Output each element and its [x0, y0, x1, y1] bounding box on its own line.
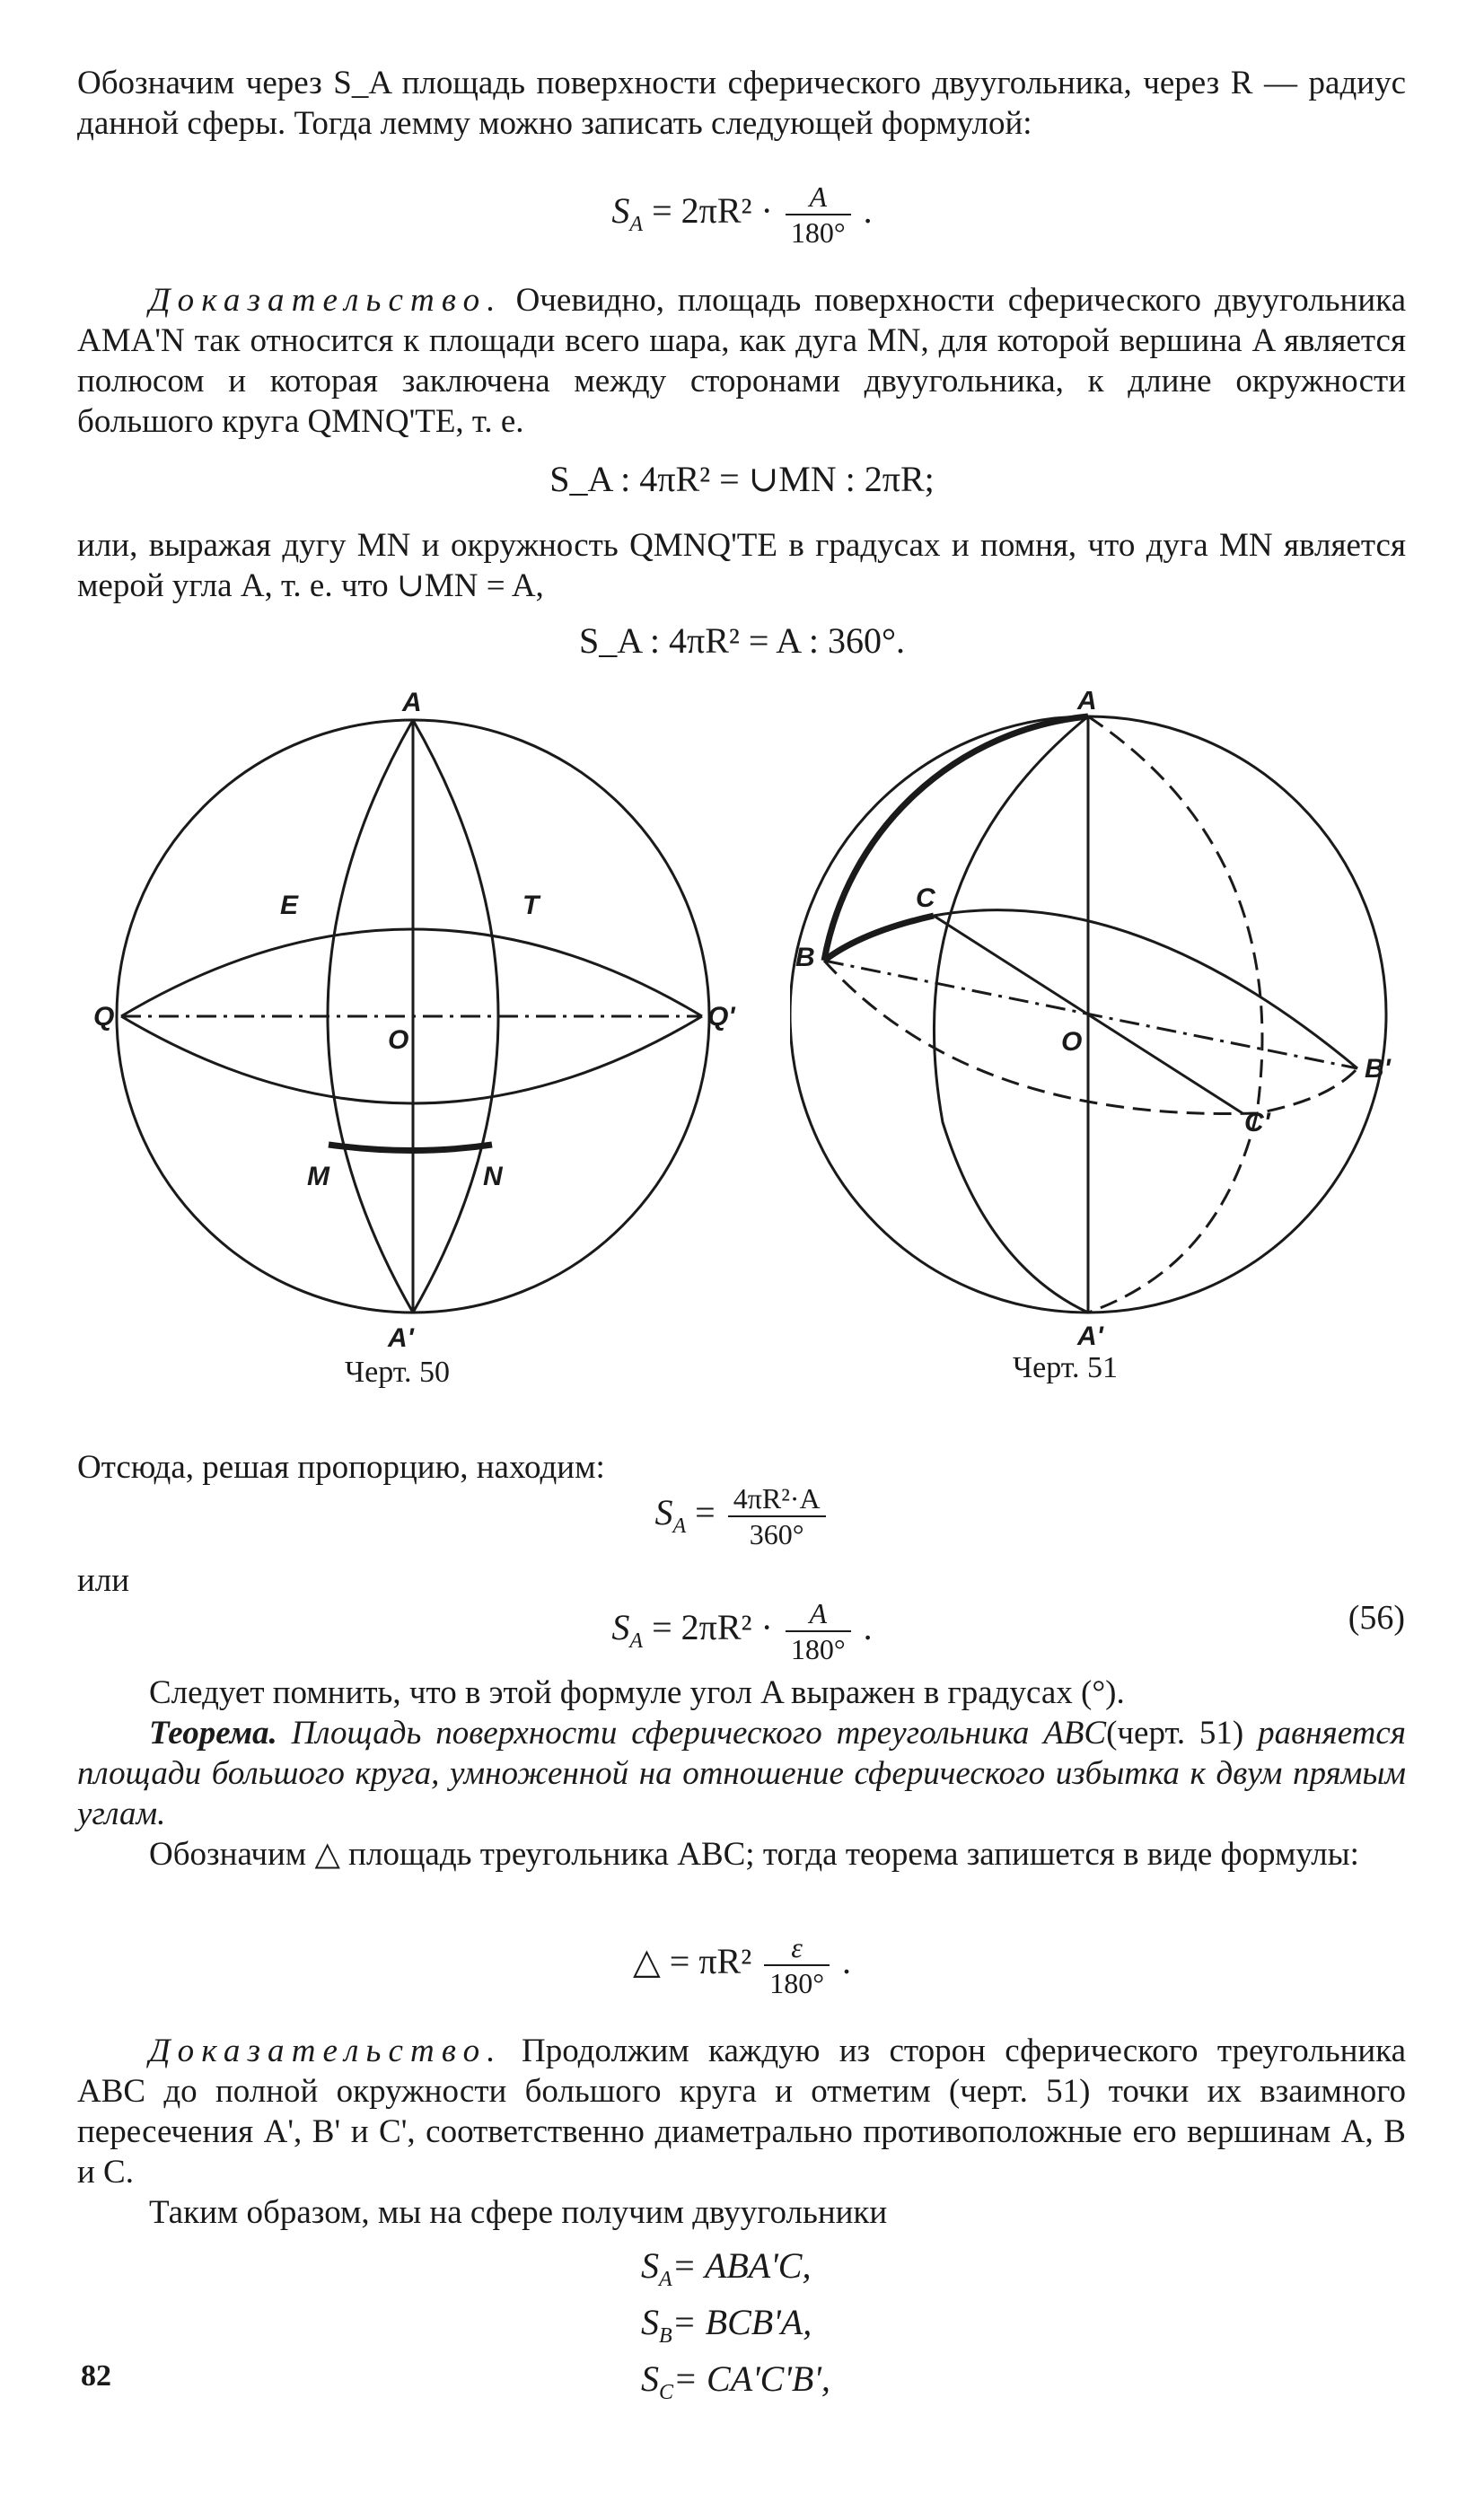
- lune-row: [641, 2358, 830, 2414]
- eq-lhs: S: [654, 1492, 673, 1533]
- eq-lhs-sub: A: [672, 1515, 687, 1539]
- fraction: [786, 1596, 851, 1666]
- equation-triangle: [0, 1930, 1484, 2000]
- label-C-prime: C': [1244, 1108, 1270, 1137]
- eq-mid: =: [695, 1492, 716, 1533]
- equation-proportion-1: S_A : 4πR² = ∪MN : 2πR;: [549, 459, 935, 499]
- eq-lhs-sub: A: [659, 2268, 672, 2291]
- proof-label: Доказательство.: [149, 2033, 503, 2069]
- fraction: [764, 1930, 830, 2000]
- equation-lemma: [0, 180, 1484, 250]
- eq-lhs-sub: B: [659, 2324, 672, 2348]
- paragraph-lunes: [77, 2192, 1406, 2233]
- fraction-den: 180°: [790, 1633, 846, 1665]
- figure-51-sphere-diagram: [790, 691, 1436, 1356]
- eq-mid: = πR²: [669, 1941, 752, 1982]
- eq-tail: .: [863, 190, 873, 232]
- label-N: N: [483, 1162, 503, 1191]
- lunes-text: Таким образом, мы на сфере получим двуугольники: [149, 2194, 888, 2231]
- paragraph-degrees-note: [77, 1673, 1406, 1713]
- label-O: O: [388, 1025, 409, 1055]
- theorem-text-2: равняется площади большого круга, умноженной на отношение сферического избытка к двум прямым углам.: [77, 1715, 1407, 1832]
- note-text: Следует помнить, что в этой формуле угол A выражен в градусах (°).: [149, 1674, 1125, 1711]
- paragraph-lemma-intro: Обозначим через S_A площадь поверхности сферического двуугольника, через R — радиус данной сферы. Тогда лемму можно записать следующей формулой:: [77, 65, 1406, 142]
- hidden-arc-bc-prime: [824, 961, 1357, 1114]
- paragraph-degrees: или, выражая дугу MN и окружность QMNQ'TE в градусах и помня, что дуга MN является мерой угла A, т. е. что ∪MN = A,: [77, 527, 1406, 604]
- paragraph-theorem: [77, 1713, 1406, 1834]
- eq-rhs: = ABA'C,: [672, 2245, 812, 2286]
- theorem-label: Теорема.: [149, 1715, 277, 1752]
- label-A: A: [1077, 691, 1097, 716]
- eq-rhs: = BCB'A,: [672, 2302, 812, 2342]
- label-A-prime: A': [1077, 1322, 1103, 1351]
- equation-number: (56): [1348, 1599, 1405, 1637]
- equation-lunes-list: [641, 2244, 830, 2414]
- lune-row: [641, 2244, 830, 2301]
- arc-bc-bold: [824, 916, 934, 961]
- paragraph-solving: Отсюда, решая пропорцию, находим:: [77, 1449, 605, 1486]
- fraction-num: A: [786, 180, 851, 215]
- paragraph-proof-2: [77, 2031, 1406, 2192]
- caption-fig50: Черт. 50: [345, 1356, 451, 1389]
- theorem-text: Площадь поверхности сферического треугольника ABC: [291, 1715, 1107, 1752]
- label-Q-prime: Q': [707, 1002, 735, 1032]
- eq-lhs: △: [633, 1941, 661, 1982]
- eq-tail: .: [863, 1607, 873, 1648]
- diameter-bb-prime: [824, 961, 1357, 1068]
- proof-text: Очевидно, площадь поверхности сферического двуугольника AMA'N так относится к площади всего шара, как дуга MN, для которой вершина A является полюсом и которая заключена между сторонами двуугольника, к длине окружности большого круга QMNQ'TE, т. е.: [77, 282, 1407, 440]
- eq-lhs: S: [641, 2358, 659, 2399]
- triangle-text: Обозначим △ площадь треугольника ABC; тогда теорема запишется в виде формулы:: [149, 1836, 1359, 1873]
- label-A: A: [402, 688, 422, 717]
- figure-50-sphere-diagram: [81, 682, 763, 1383]
- meridian-left-arc: [934, 716, 1088, 1313]
- label-O: O: [1061, 1027, 1083, 1057]
- label-C: C: [916, 883, 935, 913]
- eq-rhs: = CA'C'B',: [673, 2358, 830, 2399]
- paragraph-proof-1: [77, 280, 1406, 442]
- equation-proportion-2: S_A : 4πR² = A : 360°.: [578, 620, 906, 661]
- label-M: M: [307, 1162, 329, 1191]
- eq-mid: = 2πR² ·: [652, 190, 773, 232]
- fraction-num: 4πR²·A: [728, 1481, 826, 1517]
- proof-text: Продолжим каждую из сторон сферического треугольника ABC до полной окружности большого круга и отметим (черт. 51) точки их взаимного пересечения A', B' и C', соответственно диаметрально противоположные его вершинам A, B и C.: [77, 2033, 1407, 2191]
- arc-mn-bold: [329, 1145, 492, 1151]
- eq-lhs: S: [641, 2302, 659, 2342]
- label-T: T: [522, 891, 540, 920]
- word-or: или: [77, 1562, 130, 1599]
- lune-row: [641, 2301, 830, 2358]
- fraction-num: A: [786, 1596, 851, 1632]
- equation-area-1: [0, 1481, 1484, 1551]
- label-Q: Q: [93, 1002, 115, 1032]
- eq-mid: = 2πR² ·: [652, 1607, 773, 1648]
- caption-fig51: Черт. 51: [1013, 1351, 1119, 1384]
- eq-lhs: S: [611, 190, 630, 232]
- label-E: E: [280, 891, 299, 920]
- eq-lhs-sub: C: [659, 2381, 674, 2404]
- fraction-num: ε: [764, 1930, 830, 1966]
- eq-tail: .: [842, 1941, 851, 1982]
- eq-lhs: S: [611, 1607, 630, 1648]
- paragraph-triangle-area: [77, 1834, 1406, 1875]
- theorem-figure-ref: (черт. 51): [1106, 1715, 1244, 1752]
- fraction: [728, 1481, 826, 1551]
- fraction-den: 180°: [769, 1967, 824, 1999]
- arc-cb-prime: [934, 910, 1357, 1068]
- fraction-den: 180°: [790, 216, 846, 249]
- label-A-prime: A': [388, 1323, 414, 1353]
- eq-lhs-sub: A: [629, 213, 644, 237]
- fraction: [786, 180, 851, 250]
- label-B-prime: B': [1365, 1054, 1391, 1084]
- hidden-meridian-right: [1088, 716, 1262, 1313]
- label-B: B: [795, 943, 815, 972]
- proof-label: Доказательство.: [149, 282, 503, 319]
- page-number: 82: [81, 2359, 111, 2393]
- eq-lhs-sub: A: [629, 1629, 644, 1654]
- eq-lhs: S: [641, 2245, 659, 2286]
- equation-56: [0, 1596, 1484, 1666]
- fraction-den: 360°: [749, 1518, 804, 1550]
